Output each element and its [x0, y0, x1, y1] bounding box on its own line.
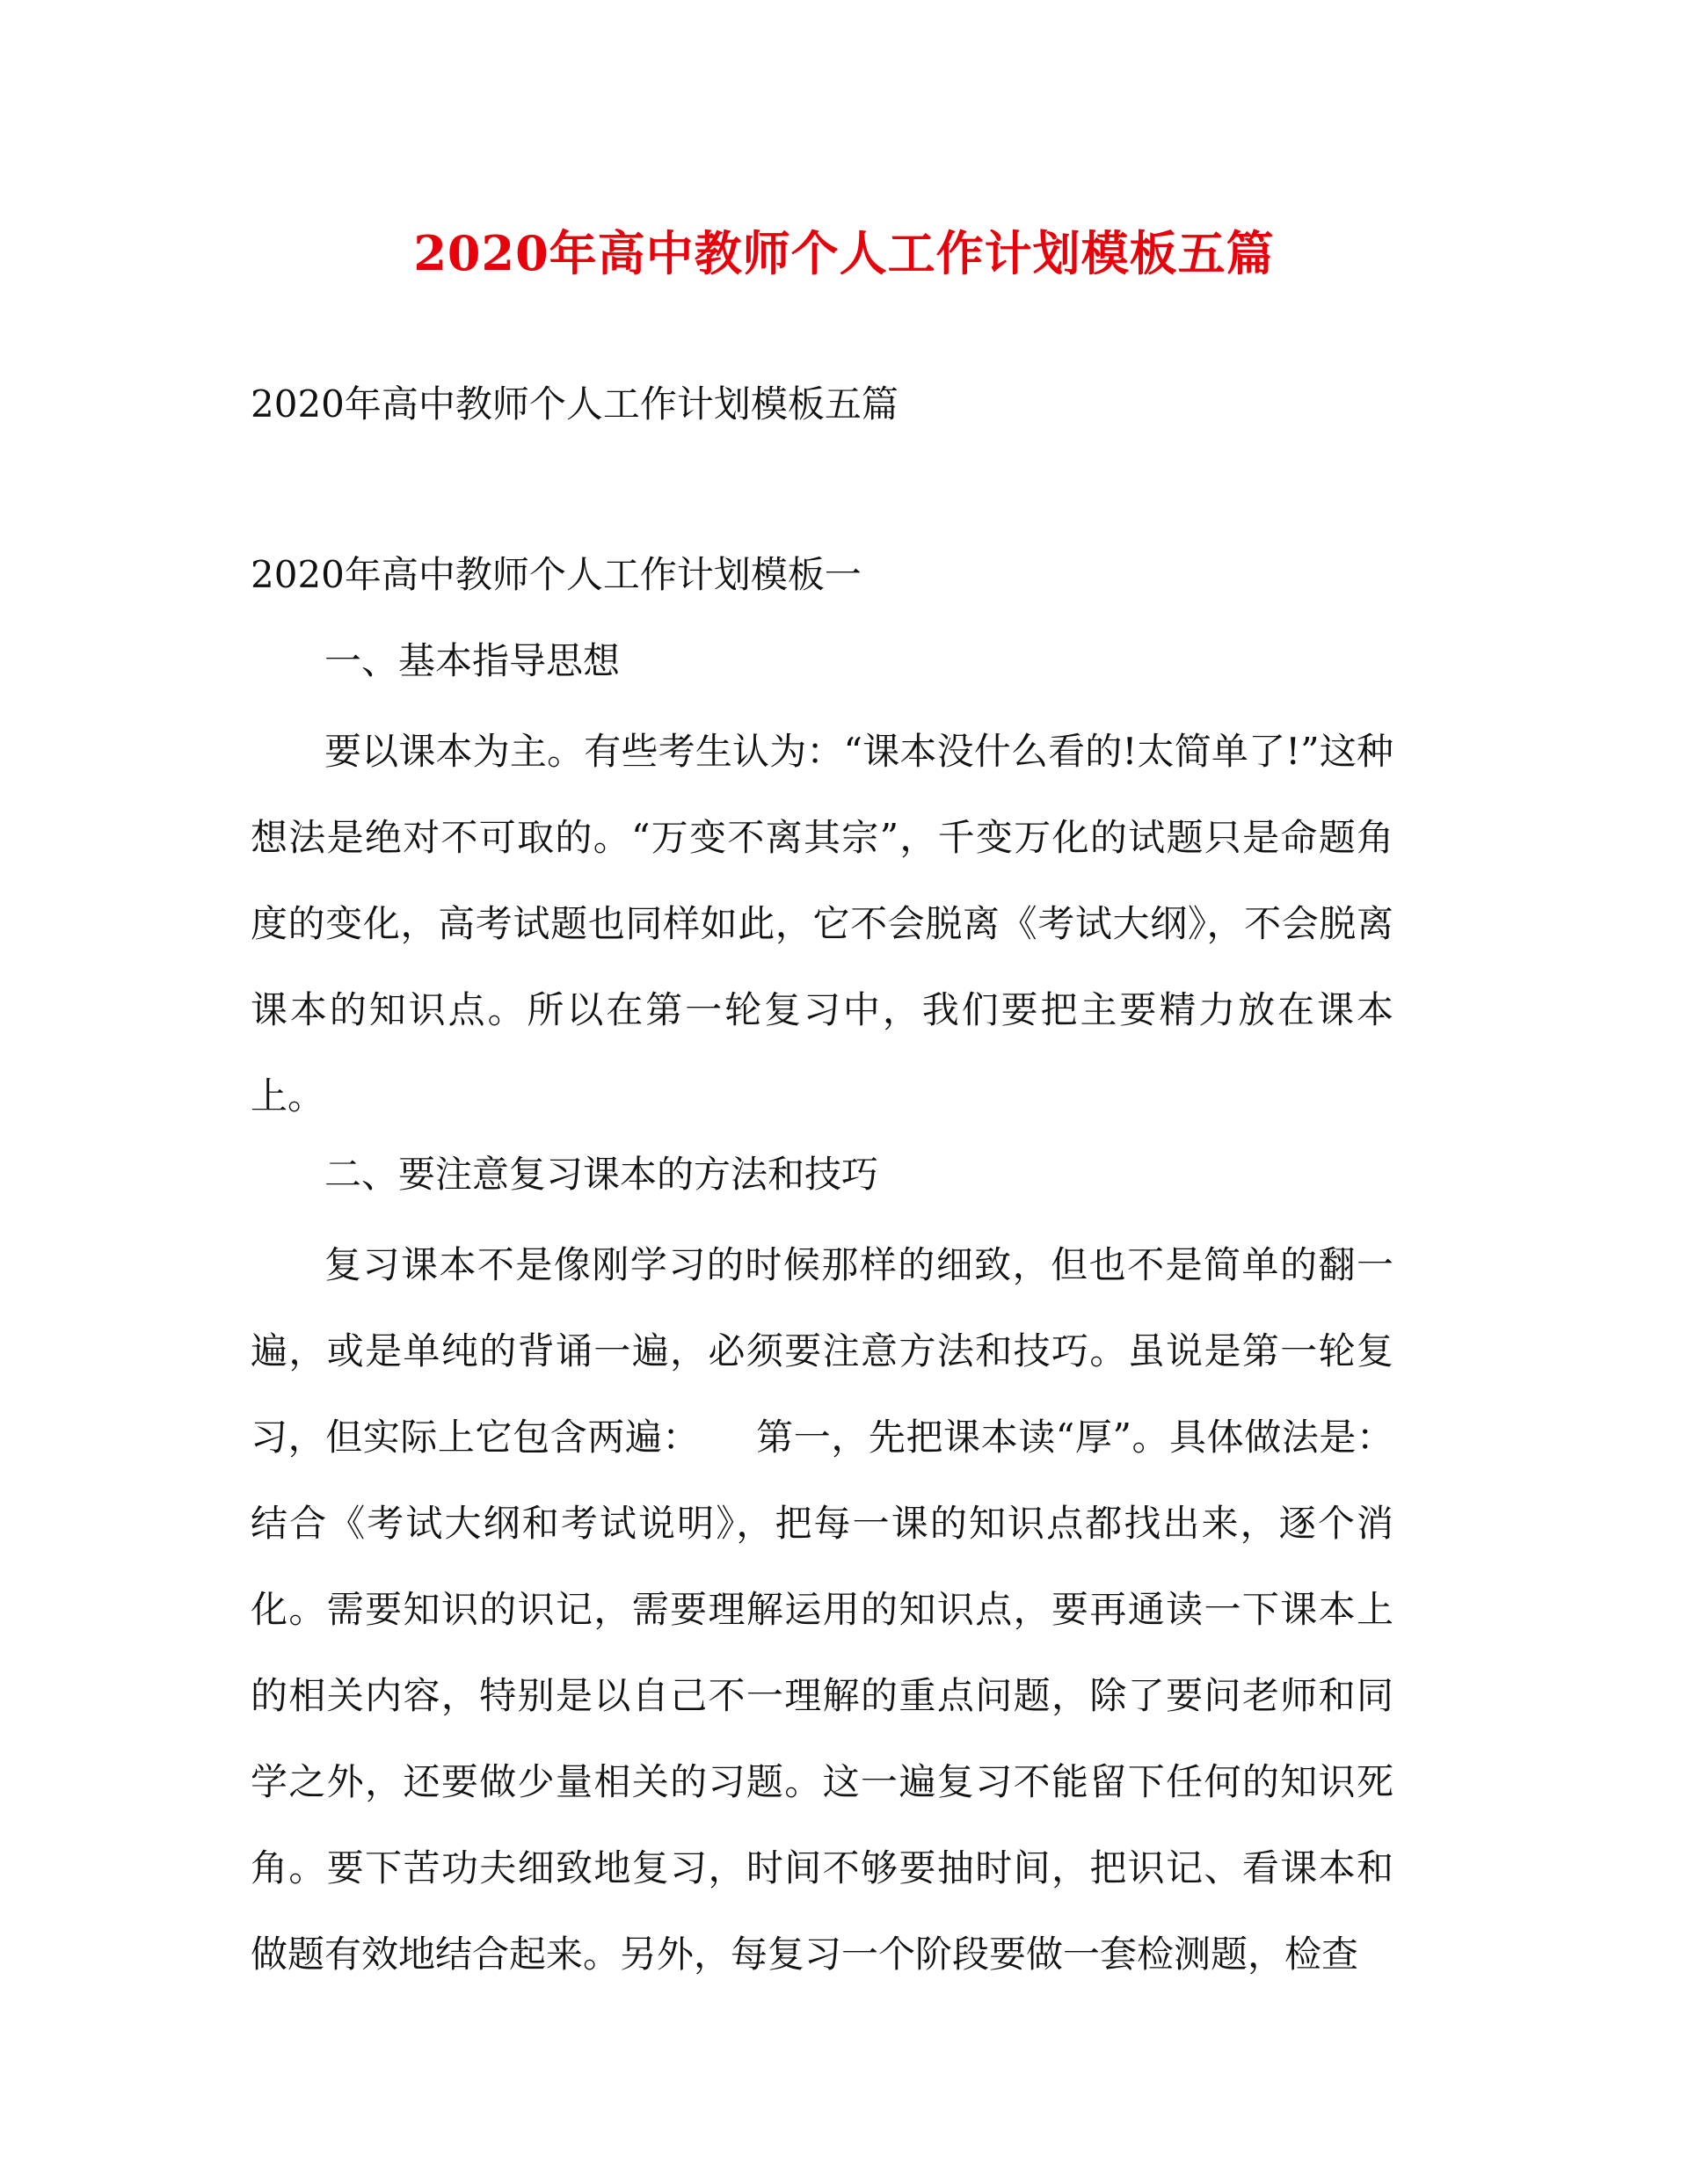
document-title: 2020年高中教师个人工作计划模板五篇	[413, 225, 1275, 281]
document-subtitle: 2020年高中教师个人工作计划模板五篇	[251, 382, 899, 426]
section-title: 2020年高中教师个人工作计划模板一	[251, 553, 862, 596]
paragraph-textbook-focus: 要以课本为主。有些考生认为：“课本没什么看的!太简单了!”这种想法是绝对不可取的。“万变不离其宗”，千变万化的试题只是命题角度的变化，高考试题也同样如此，它不会脱离《考试大纲》，不会脱离课本的知识点。所以在第一轮复习中，我们要把主要精力放在课本上。	[251, 730, 1393, 1117]
paragraph-review-methods: 复习课本不是像刚学习的时候那样的细致，但也不是简单的翻一遍，或是单纯的背诵一遍，必须要注意方法和技巧。虽说是第一轮复习，但实际上它包含两遍： 第一，先把课本读“厚”。具体做法是：结合《考试大纲和考试说明》，把每一课的知识点都找出来，逐个消化。需要知识的识记，需要理解运用的知识点，要再通读一下课本上的相关内容，特别是以自己不一理解的重点问题，除了要问老师和同学之外，还要做少量相关的习题。这一遍复习不能留下任何的知识死角。要下苦功夫细致地复习，时间不够要抽时间，把识记、看课本和做题有效地结合起来。另外，每复习一个阶段要做一套检测题，检查	[251, 1243, 1393, 1976]
heading-review-methods: 二、要注意复习课本的方法和技巧	[324, 1153, 879, 1196]
heading-basic-guiding-thought: 一、基本指导思想	[324, 639, 621, 682]
